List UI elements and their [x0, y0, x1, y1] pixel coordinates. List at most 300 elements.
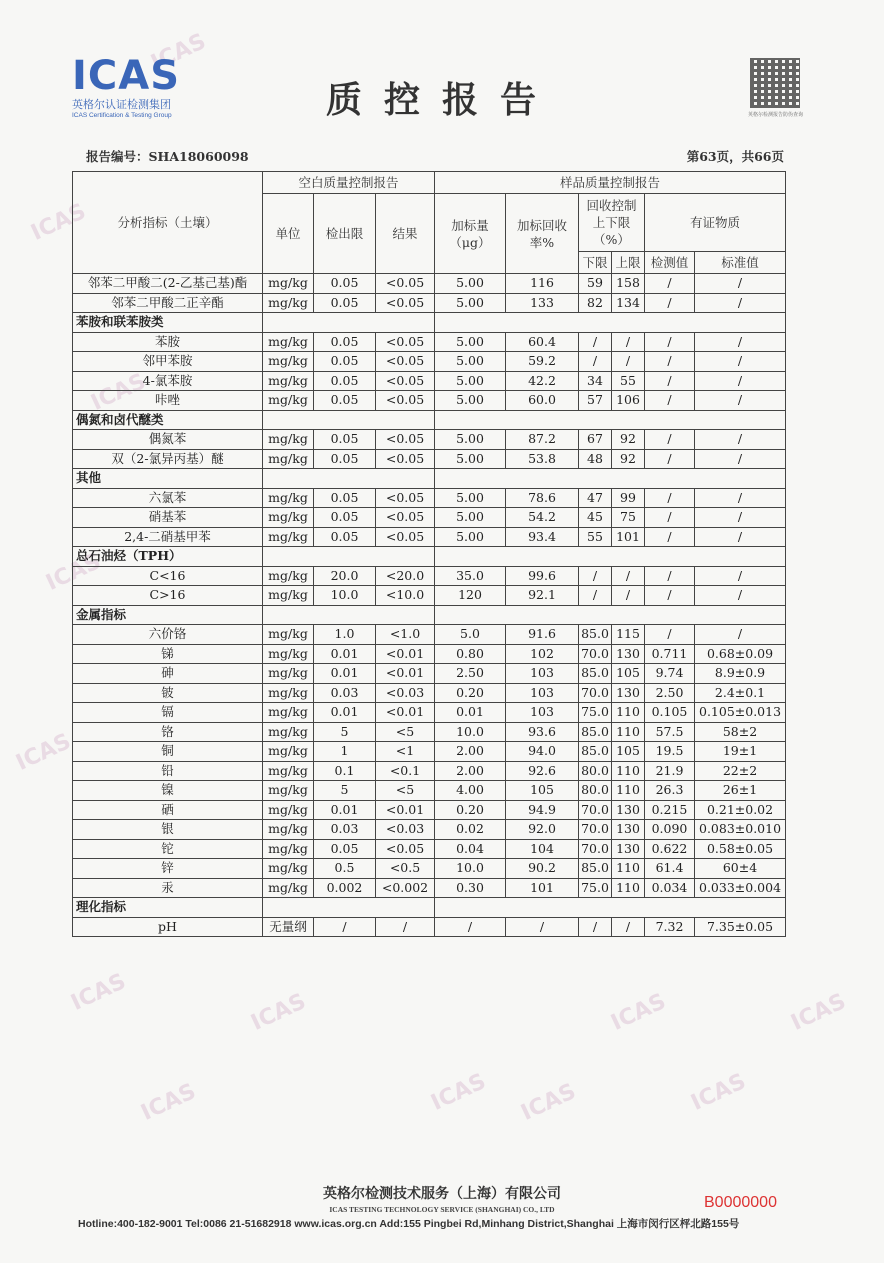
- unit-cell: mg/kg: [263, 274, 314, 294]
- section-row: [73, 605, 786, 625]
- crm-standard-cell: 0.033±0.004: [695, 878, 786, 898]
- analyte-name: 铜: [73, 742, 263, 762]
- table-row: [73, 527, 786, 547]
- upper-limit-cell: 130: [612, 820, 645, 840]
- crm-standard-cell: /: [695, 527, 786, 547]
- unit-cell: mg/kg: [263, 430, 314, 450]
- watermark-logo: ICAS: [87, 369, 150, 416]
- analyte-name: 铍: [73, 683, 263, 703]
- crm-measured-cell: /: [645, 430, 695, 450]
- result-cell: <0.05: [376, 508, 435, 528]
- result-cell: <0.05: [376, 527, 435, 547]
- lower-limit-cell: 67: [579, 430, 612, 450]
- crm-measured-cell: 9.74: [645, 664, 695, 684]
- lower-limit-cell: 34: [579, 371, 612, 391]
- spike-amount-cell: 2.00: [435, 761, 506, 781]
- spike-amount-cell: 2.00: [435, 742, 506, 762]
- qr-code-icon: [750, 58, 800, 108]
- detection-limit-cell: 0.05: [314, 449, 376, 469]
- detection-limit-cell: 1.0: [314, 625, 376, 645]
- result-cell: <20.0: [376, 566, 435, 586]
- result-cell: <0.05: [376, 430, 435, 450]
- upper-limit-cell: /: [612, 352, 645, 372]
- unit-cell: mg/kg: [263, 878, 314, 898]
- detection-limit-cell: 0.05: [314, 274, 376, 294]
- header-lower-limit: 下限: [579, 252, 612, 274]
- crm-measured-cell: 2.50: [645, 683, 695, 703]
- analyte-name: 铬: [73, 722, 263, 742]
- detection-limit-cell: 0.05: [314, 488, 376, 508]
- crm-measured-cell: 21.9: [645, 761, 695, 781]
- table-row: [73, 742, 786, 762]
- upper-limit-cell: 55: [612, 371, 645, 391]
- section-filler: [263, 410, 435, 430]
- spike-amount-cell: 5.0: [435, 625, 506, 645]
- crm-standard-cell: /: [695, 274, 786, 294]
- unit-cell: mg/kg: [263, 859, 314, 879]
- analyte-name: 铊: [73, 839, 263, 859]
- upper-limit-cell: 92: [612, 430, 645, 450]
- detection-limit-cell: 0.05: [314, 430, 376, 450]
- lower-limit-cell: 70.0: [579, 683, 612, 703]
- detection-limit-cell: 0.03: [314, 820, 376, 840]
- spike-recovery-cell: 105: [506, 781, 579, 801]
- spike-recovery-cell: 54.2: [506, 508, 579, 528]
- upper-limit-cell: 158: [612, 274, 645, 294]
- table-row: [73, 352, 786, 372]
- detection-limit-cell: 5: [314, 781, 376, 801]
- detection-limit-cell: /: [314, 917, 376, 937]
- spike-amount-cell: 5.00: [435, 352, 506, 372]
- analyte-name: 咔唑: [73, 391, 263, 411]
- table-row: [73, 274, 786, 294]
- table-row: [73, 820, 786, 840]
- crm-measured-cell: 57.5: [645, 722, 695, 742]
- spike-amount-cell: 0.02: [435, 820, 506, 840]
- crm-measured-cell: /: [645, 488, 695, 508]
- header-detection-limit: 检出限: [314, 194, 376, 274]
- crm-standard-cell: /: [695, 508, 786, 528]
- upper-limit-cell: 115: [612, 625, 645, 645]
- unit-cell: mg/kg: [263, 800, 314, 820]
- analyte-name: 砷: [73, 664, 263, 684]
- section-row: [73, 469, 786, 489]
- unit-cell: mg/kg: [263, 508, 314, 528]
- detection-limit-cell: 0.05: [314, 391, 376, 411]
- lower-limit-cell: 85.0: [579, 742, 612, 762]
- crm-standard-cell: /: [695, 352, 786, 372]
- contact-line: Hotline:400-182-9001 Tel:0086 21-51682918 www.icas.org.cn Add:155 Pingbei Rd,Minhang District,Shanghai 上海市闵行区枰北路155号: [78, 1218, 740, 1230]
- serial-number: B0000000: [704, 1194, 777, 1211]
- table-row: [73, 332, 786, 352]
- spike-recovery-cell: 103: [506, 703, 579, 723]
- unit-cell: mg/kg: [263, 391, 314, 411]
- unit-cell: mg/kg: [263, 449, 314, 469]
- result-cell: <0.05: [376, 488, 435, 508]
- spike-recovery-cell: 87.2: [506, 430, 579, 450]
- unit-cell: mg/kg: [263, 527, 314, 547]
- result-cell: <0.05: [376, 293, 435, 313]
- spike-amount-cell: 5.00: [435, 508, 506, 528]
- result-cell: <0.01: [376, 664, 435, 684]
- upper-limit-cell: 75: [612, 508, 645, 528]
- upper-limit-cell: 110: [612, 761, 645, 781]
- crm-measured-cell: 0.105: [645, 703, 695, 723]
- upper-limit-cell: /: [612, 566, 645, 586]
- section-filler: [263, 898, 435, 918]
- spike-recovery-cell: 60.0: [506, 391, 579, 411]
- lower-limit-cell: 85.0: [579, 722, 612, 742]
- result-cell: <1.0: [376, 625, 435, 645]
- unit-cell: mg/kg: [263, 371, 314, 391]
- result-cell: <0.5: [376, 859, 435, 879]
- spike-amount-cell: 0.04: [435, 839, 506, 859]
- unit-cell: mg/kg: [263, 683, 314, 703]
- crm-standard-cell: 60±4: [695, 859, 786, 879]
- spike-amount-cell: 0.30: [435, 878, 506, 898]
- spike-amount-cell: 5.00: [435, 391, 506, 411]
- section-row: [73, 410, 786, 430]
- spike-amount-cell: 5.00: [435, 527, 506, 547]
- crm-standard-cell: /: [695, 430, 786, 450]
- table-row: [73, 391, 786, 411]
- analyte-name: 偶氮苯: [73, 430, 263, 450]
- upper-limit-cell: /: [612, 917, 645, 937]
- upper-limit-cell: 110: [612, 781, 645, 801]
- analyte-name: C<16: [73, 566, 263, 586]
- section-title: 苯胺和联苯胺类: [73, 313, 263, 333]
- spike-recovery-cell: 99.6: [506, 566, 579, 586]
- header-recovery-limits: 回收控制上下限（%）: [579, 194, 645, 252]
- section-filler: [263, 313, 435, 333]
- report-number: 报告编号：SHA18060098: [86, 149, 249, 164]
- logo-chinese-name: 英格尔认证检测集团: [72, 98, 171, 111]
- lower-limit-cell: 75.0: [579, 878, 612, 898]
- lower-limit-cell: /: [579, 917, 612, 937]
- result-cell: <0.002: [376, 878, 435, 898]
- table-row: [73, 781, 786, 801]
- detection-limit-cell: 1: [314, 742, 376, 762]
- crm-standard-cell: /: [695, 371, 786, 391]
- lower-limit-cell: 57: [579, 391, 612, 411]
- section-filler: [263, 469, 435, 489]
- table-row: [73, 566, 786, 586]
- watermark-logo: ICAS: [247, 989, 310, 1036]
- result-cell: <0.05: [376, 371, 435, 391]
- detection-limit-cell: 0.05: [314, 839, 376, 859]
- table-row: [73, 664, 786, 684]
- spike-recovery-cell: 93.4: [506, 527, 579, 547]
- qr-caption: 英格尔检测报告防伪查询: [748, 112, 804, 118]
- page-title: 质控报告: [326, 79, 559, 121]
- analyte-name: 邻甲苯胺: [73, 352, 263, 372]
- spike-amount-cell: 10.0: [435, 722, 506, 742]
- upper-limit-cell: 105: [612, 664, 645, 684]
- crm-measured-cell: 26.3: [645, 781, 695, 801]
- detection-limit-cell: 0.002: [314, 878, 376, 898]
- spike-amount-cell: 5.00: [435, 371, 506, 391]
- crm-standard-cell: 7.35±0.05: [695, 917, 786, 937]
- spike-recovery-cell: 92.0: [506, 820, 579, 840]
- spike-amount-cell: 0.01: [435, 703, 506, 723]
- table-row: [73, 859, 786, 879]
- spike-recovery-cell: 101: [506, 878, 579, 898]
- header-spike-amount: 加标量（μg）: [435, 194, 506, 274]
- spike-recovery-cell: 53.8: [506, 449, 579, 469]
- result-cell: <0.01: [376, 644, 435, 664]
- lower-limit-cell: 59: [579, 274, 612, 294]
- crm-measured-cell: /: [645, 332, 695, 352]
- analyte-name: 六氯苯: [73, 488, 263, 508]
- lower-limit-cell: 85.0: [579, 859, 612, 879]
- unit-cell: mg/kg: [263, 488, 314, 508]
- table-row: [73, 449, 786, 469]
- result-cell: /: [376, 917, 435, 937]
- lower-limit-cell: 85.0: [579, 664, 612, 684]
- result-cell: <0.05: [376, 839, 435, 859]
- analyte-name: 银: [73, 820, 263, 840]
- analyte-name: 邻苯二甲酸二正辛酯: [73, 293, 263, 313]
- detection-limit-cell: 0.01: [314, 664, 376, 684]
- table-row: [73, 371, 786, 391]
- upper-limit-cell: 110: [612, 878, 645, 898]
- detection-limit-cell: 20.0: [314, 566, 376, 586]
- section-title: 金属指标: [73, 605, 263, 625]
- spike-amount-cell: 2.50: [435, 664, 506, 684]
- table-row: [73, 508, 786, 528]
- watermark-logo: ICAS: [137, 1079, 200, 1126]
- crm-standard-cell: 58±2: [695, 722, 786, 742]
- result-cell: <0.05: [376, 332, 435, 352]
- spike-amount-cell: 5.00: [435, 430, 506, 450]
- watermark-logo: ICAS: [517, 1079, 580, 1126]
- section-title: 总石油烃（TPH）: [73, 547, 263, 567]
- crm-measured-cell: /: [645, 586, 695, 606]
- quality-control-table: [72, 171, 786, 937]
- watermark-logo: ICAS: [12, 729, 75, 776]
- spike-amount-cell: 0.80: [435, 644, 506, 664]
- analyte-name: 铅: [73, 761, 263, 781]
- watermark-logo: ICAS: [427, 1069, 490, 1116]
- table-row: [73, 683, 786, 703]
- analyte-name: C>16: [73, 586, 263, 606]
- table-row: [73, 625, 786, 645]
- lower-limit-cell: /: [579, 586, 612, 606]
- crm-measured-cell: /: [645, 391, 695, 411]
- table-row: [73, 430, 786, 450]
- crm-standard-cell: /: [695, 293, 786, 313]
- section-title: 偶氮和卤代醚类: [73, 410, 263, 430]
- detection-limit-cell: 0.03: [314, 683, 376, 703]
- detection-limit-cell: 0.05: [314, 352, 376, 372]
- unit-cell: mg/kg: [263, 820, 314, 840]
- section-filler: [435, 410, 786, 430]
- crm-measured-cell: /: [645, 508, 695, 528]
- crm-standard-cell: 2.4±0.1: [695, 683, 786, 703]
- spike-recovery-cell: 93.6: [506, 722, 579, 742]
- crm-measured-cell: 0.090: [645, 820, 695, 840]
- spike-recovery-cell: 92.1: [506, 586, 579, 606]
- crm-standard-cell: 19±1: [695, 742, 786, 762]
- table-row: [73, 703, 786, 723]
- spike-amount-cell: 4.00: [435, 781, 506, 801]
- spike-amount-cell: 10.0: [435, 859, 506, 879]
- result-cell: <0.05: [376, 352, 435, 372]
- section-row: [73, 898, 786, 918]
- analyte-name: 苯胺: [73, 332, 263, 352]
- crm-measured-cell: 19.5: [645, 742, 695, 762]
- section-filler: [435, 898, 786, 918]
- spike-recovery-cell: 94.0: [506, 742, 579, 762]
- icas-logo: [72, 53, 212, 119]
- crm-measured-cell: /: [645, 625, 695, 645]
- crm-measured-cell: /: [645, 293, 695, 313]
- spike-recovery-cell: 116: [506, 274, 579, 294]
- crm-measured-cell: /: [645, 449, 695, 469]
- unit-cell: mg/kg: [263, 839, 314, 859]
- unit-cell: mg/kg: [263, 742, 314, 762]
- spike-amount-cell: 5.00: [435, 449, 506, 469]
- unit-cell: mg/kg: [263, 332, 314, 352]
- analyte-name: 双（2-氯异丙基）醚: [73, 449, 263, 469]
- lower-limit-cell: 55: [579, 527, 612, 547]
- detection-limit-cell: 0.05: [314, 293, 376, 313]
- watermark-logo: ICAS: [67, 969, 130, 1016]
- table-row: [73, 722, 786, 742]
- crm-standard-cell: /: [695, 586, 786, 606]
- spike-recovery-cell: 60.4: [506, 332, 579, 352]
- watermark-logo: ICAS: [27, 199, 90, 246]
- upper-limit-cell: 101: [612, 527, 645, 547]
- spike-amount-cell: 5.00: [435, 293, 506, 313]
- spike-recovery-cell: 104: [506, 839, 579, 859]
- crm-standard-cell: 0.105±0.013: [695, 703, 786, 723]
- crm-measured-cell: /: [645, 274, 695, 294]
- spike-amount-cell: 0.20: [435, 800, 506, 820]
- spike-amount-cell: /: [435, 917, 506, 937]
- analyte-name: 镉: [73, 703, 263, 723]
- lower-limit-cell: 85.0: [579, 625, 612, 645]
- detection-limit-cell: 0.05: [314, 508, 376, 528]
- detection-limit-cell: 0.01: [314, 800, 376, 820]
- spike-amount-cell: 5.00: [435, 332, 506, 352]
- spike-amount-cell: 35.0: [435, 566, 506, 586]
- detection-limit-cell: 0.01: [314, 703, 376, 723]
- section-title: 理化指标: [73, 898, 263, 918]
- analyte-name: 六价铬: [73, 625, 263, 645]
- analyte-name: 硒: [73, 800, 263, 820]
- upper-limit-cell: 106: [612, 391, 645, 411]
- watermark-logo: ICAS: [607, 989, 670, 1036]
- crm-measured-cell: 0.215: [645, 800, 695, 820]
- company-name-en: ICAS TESTING TECHNOLOGY SERVICE (SHANGHAI) CO., LTD: [329, 1205, 555, 1214]
- analyte-name: 2,4-二硝基甲苯: [73, 527, 263, 547]
- lower-limit-cell: 47: [579, 488, 612, 508]
- unit-cell: mg/kg: [263, 644, 314, 664]
- spike-amount-cell: 5.00: [435, 488, 506, 508]
- spike-recovery-cell: 59.2: [506, 352, 579, 372]
- detection-limit-cell: 0.5: [314, 859, 376, 879]
- crm-standard-cell: /: [695, 488, 786, 508]
- unit-cell: mg/kg: [263, 722, 314, 742]
- upper-limit-cell: 130: [612, 800, 645, 820]
- lower-limit-cell: 70.0: [579, 820, 612, 840]
- spike-recovery-cell: 94.9: [506, 800, 579, 820]
- section-filler: [435, 469, 786, 489]
- unit-cell: mg/kg: [263, 586, 314, 606]
- detection-limit-cell: 0.1: [314, 761, 376, 781]
- unit-cell: 无量纲: [263, 917, 314, 937]
- analyte-name: 锑: [73, 644, 263, 664]
- header-sample-group: 样品质量控制报告: [435, 172, 786, 194]
- unit-cell: mg/kg: [263, 625, 314, 645]
- crm-measured-cell: /: [645, 566, 695, 586]
- unit-cell: mg/kg: [263, 566, 314, 586]
- spike-recovery-cell: /: [506, 917, 579, 937]
- crm-measured-cell: /: [645, 352, 695, 372]
- section-filler: [435, 313, 786, 333]
- spike-recovery-cell: 91.6: [506, 625, 579, 645]
- detection-limit-cell: 0.05: [314, 527, 376, 547]
- lower-limit-cell: 70.0: [579, 800, 612, 820]
- unit-cell: mg/kg: [263, 703, 314, 723]
- analyte-name: 邻苯二甲酸二(2-乙基己基)酯: [73, 274, 263, 294]
- table-row: [73, 293, 786, 313]
- spike-recovery-cell: 102: [506, 644, 579, 664]
- result-cell: <0.03: [376, 683, 435, 703]
- table-row: [73, 878, 786, 898]
- watermark-logo: ICAS: [787, 989, 850, 1036]
- unit-cell: mg/kg: [263, 664, 314, 684]
- crm-standard-cell: 0.58±0.05: [695, 839, 786, 859]
- detection-limit-cell: 0.01: [314, 644, 376, 664]
- upper-limit-cell: 130: [612, 644, 645, 664]
- spike-recovery-cell: 78.6: [506, 488, 579, 508]
- analyte-name: pH: [73, 917, 263, 937]
- crm-measured-cell: 7.32: [645, 917, 695, 937]
- result-cell: <5: [376, 781, 435, 801]
- upper-limit-cell: 110: [612, 722, 645, 742]
- analyte-name: 汞: [73, 878, 263, 898]
- crm-standard-cell: /: [695, 566, 786, 586]
- result-cell: <0.05: [376, 391, 435, 411]
- crm-standard-cell: 0.21±0.02: [695, 800, 786, 820]
- result-cell: <0.01: [376, 800, 435, 820]
- result-cell: <0.05: [376, 274, 435, 294]
- lower-limit-cell: /: [579, 566, 612, 586]
- section-row: [73, 547, 786, 567]
- logo-english-name: ICAS Certification & Testing Group: [72, 112, 172, 119]
- crm-standard-cell: 0.083±0.010: [695, 820, 786, 840]
- spike-recovery-cell: 92.6: [506, 761, 579, 781]
- unit-cell: mg/kg: [263, 761, 314, 781]
- crm-standard-cell: /: [695, 449, 786, 469]
- detection-limit-cell: 0.05: [314, 332, 376, 352]
- spike-recovery-cell: 103: [506, 683, 579, 703]
- header-crm-standard: 标准值: [695, 252, 786, 274]
- crm-measured-cell: /: [645, 527, 695, 547]
- crm-standard-cell: 22±2: [695, 761, 786, 781]
- analyte-name: 4-氯苯胺: [73, 371, 263, 391]
- upper-limit-cell: 110: [612, 859, 645, 879]
- detection-limit-cell: 0.05: [314, 371, 376, 391]
- lower-limit-cell: 80.0: [579, 781, 612, 801]
- result-cell: <5: [376, 722, 435, 742]
- unit-cell: mg/kg: [263, 293, 314, 313]
- watermark-logo: ICAS: [147, 29, 210, 76]
- lower-limit-cell: 70.0: [579, 644, 612, 664]
- unit-cell: mg/kg: [263, 781, 314, 801]
